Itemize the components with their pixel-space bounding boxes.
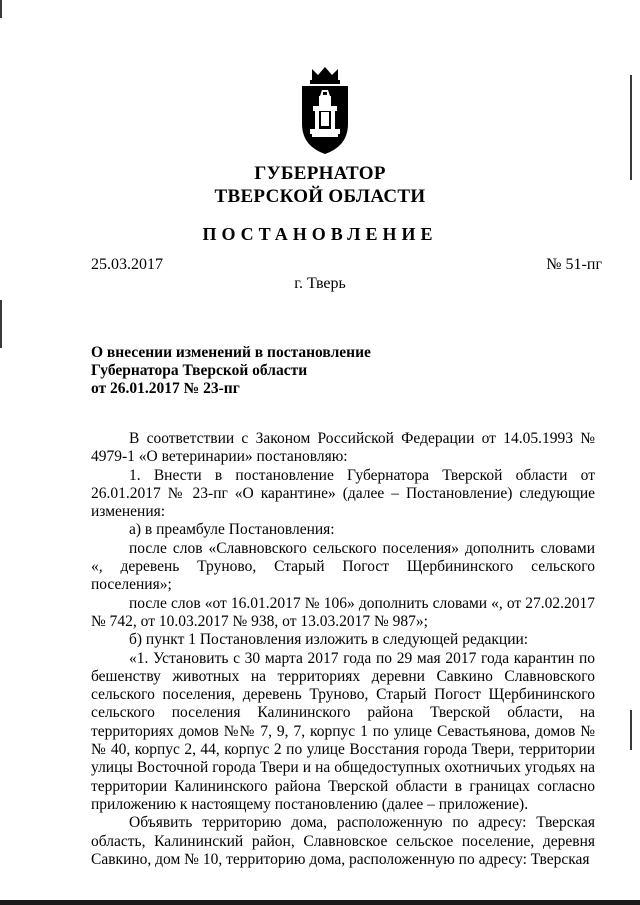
scan-bottom-edge [0,900,640,905]
body-paragraph: а) в преамбуле Постановления: [129,521,335,539]
body-paragraph: «1. Установить с 30 марта 2017 года по 29 мая 2017 года карантин по бешенству животных на территориях деревни Савкино Славновского сельского поселения, деревень Труново, Старый Погост Щербининского сельского поселения Калининского района Тверской области, на территориях домов №№ 7, 9, 7, корпус 1 по улице Севастьянова, домов №№ 40, корпус 2, 44, корпус 2 по улице Восстания города Твери, территории улицы Восточной города Твери и на общедоступных охотничьих угодьях на территории Калининского района Тверской области в границах согласно приложению к настоящему постановлению (далее – приложение). [91,649,595,813]
body-paragraph: после слов «от 16.01.2017 № 106» дополнить словами «, от 27.02.2017 № 742, от 10.03.2017 № 938, от 13.03.2017 № 987»; [91,594,595,630]
scan-edge-mark [630,710,632,750]
scan-edge-mark [0,300,2,348]
body-paragraph: 1. Внести в постановление Губернатора Тверской области от 26.01.2017 № 23-пг «О карантине» (далее – Постановление) следующие изменения: [91,466,595,521]
subject-line: О внесении изменений в постановление [91,344,371,361]
subject-line: Губернатора Тверской области [91,362,308,379]
issuer-title: ГУБЕРНАТОР [254,163,386,184]
scan-edge-mark [0,0,2,18]
body-paragraph: б) пункт 1 Постановления изложить в следующей редакции: [129,631,529,649]
document-type: ПОСТАНОВЛЕНИЕ [202,224,438,244]
document-subject [91,344,411,398]
document-date: 25.03.2017 [91,256,163,273]
subject-line: от 26.01.2017 № 23-пг [91,380,240,397]
issuer-region: ТВЕРСКОЙ ОБЛАСТИ [214,186,426,207]
document-body [91,430,595,869]
body-paragraph: В соответствии с Законом Российской Федерации от 14.05.1993 № 4979-1 «О ветеринарии» постановляю: [91,430,595,466]
document-city: г. Тверь [294,275,346,292]
tver-coat-of-arms-icon [296,66,354,156]
body-paragraph: после слов «Славновского сельского поселения» дополнить словами «, деревень Труново, Старый Погост Щербининского сельского поселения»; [91,539,595,594]
body-paragraph: Объявить территорию дома, расположенную по адресу: Тверская область, Калининский район, Славновское сельское поселение, деревня Савкино, дом № 10, территорию дома, расположенную по адресу: Тверская [91,814,595,868]
document-number: № 51-пг [546,256,602,273]
